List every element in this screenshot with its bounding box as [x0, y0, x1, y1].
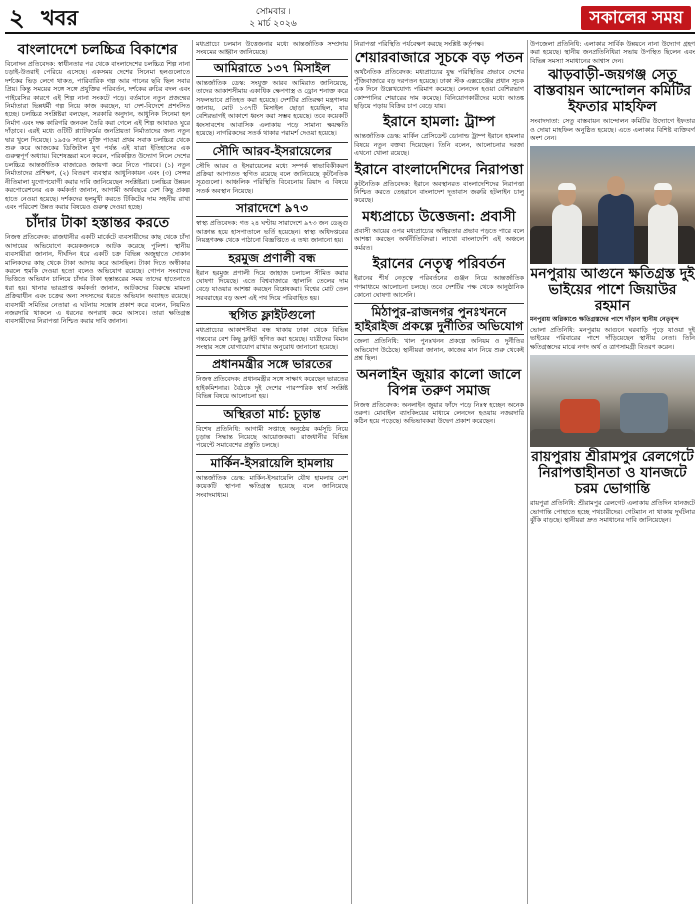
article-body: ইরানের শীর্ষ নেতৃত্বে পরিবর্তনের গুঞ্জন নিয়ে আন্তর্জাতিক গণমাধ্যমে আলোচনা চলছে। তবে দেশটির পক্ষ থেকে আনুষ্ঠানিক কোনো ঘোষণা আসেনি। [354, 274, 524, 299]
headline: ইরানের নেতৃত্ব পরিবর্তন [372, 256, 506, 273]
news-photo-street [530, 355, 695, 447]
column-4 [530, 40, 695, 904]
article-body: উপজেলা প্রতিনিধি: এলাকার সার্বিক উন্নয়নে নানা উদ্যোগ গ্রহণ করা হয়েছে। স্থানীয় জনপ্রতিনিধিরা সভায় উপস্থিত ছিলেন এবং বিভিন্ন সমস্যা সমাধানের আশ্বাস দেন। [530, 40, 695, 65]
headline: অস্থিরতা মার্চ: চূড়ান্ত [196, 405, 348, 423]
column-2 [196, 40, 348, 904]
article-body: বিনোদন প্রতিবেদক: স্বাধীনতার পর থেকে বাংলাদেশের চলচ্চিত্র শিল্প নানা চড়াই-উতরাই পেরিয়ে এসেছে। একসময় দেশের সিনেমা হলগুলোতে দর্শকের ভিড় লেগে থাকত, পারিবারিক গল্প আর গানের ছবি ছিল সবার প্রিয়। কিন্তু সময়ের সঙ্গে সঙ্গে প্রযুক্তির পরিবর্তন, দর্শকের রুচির বদল এবং পাইরেসির কারণে এই শিল্প নানা সংকটে পড়ে। বর্তমানে নতুন প্রজন্মের নির্মাতারা ভিন্নধর্মী গল্প নিয়ে কাজ করছেন, যা দেশ-বিদেশে প্রশংসিত হচ্ছে। চলচ্চিত্র সংশ্লিষ্টরা বলছেন, সরকারি অনুদান, আধুনিক সিনেমা হল নির্মাণ এবং দক্ষ কারিগরি জনবল তৈরি করা গেলে এই শিল্প আবারও ঘুরে দাঁড়াবে। এরই মধ্যে ওটিটি প্ল্যাটফর্মের জনপ্রিয়তা নির্মাতাদের জন্য নতুন দ্বার খুলে দিয়েছে। ১৯৫৬ সালে মুক্তি পাওয়া প্রথম সবাক চলচ্চিত্র থেকে শুরু করে আজকের ডিজিটাল যুগ পর্যন্ত এই যাত্রা ইতিহাসের এক গুরুত্বপূর্ণ অধ্যায়। বিশেষজ্ঞরা মনে করেন, পরিকল্পিত উদ্যোগ নিলে দেশের চলচ্চিত্র আন্তর্জাতিক বাজারেও জায়গা করে নিতে পারবে। (১) নতুন নির্মাতাদের প্রশিক্ষণ, (২) বিতরণ ব্যবস্থার আধুনিকায়ন এবং (৩) সেন্সর নীতিমালা যুগোপযোগী করার দাবি জানিয়েছেন সংশ্লিষ্টরা। চলচ্চিত্র উন্নয়ন করপোরেশনের এক কর্মকর্তা জানান, আগামী অর্থবছরে বেশ কিছু প্রকল্প হাতে নেওয়া হয়েছে। দর্শকদের হলমুখী করতে টিকিটের দাম সহনীয় রাখা এবং পরিবেশ উন্নত করার বিষয়েও গুরুত্ব দেওয়া হচ্ছে। [5, 60, 190, 211]
story-flights [196, 306, 348, 351]
vehicle-shape [560, 399, 600, 433]
article-body: মধ্যপ্রাচ্যে চলমান উত্তেজনার মধ্যে আন্তর্জাতিক সম্প্রদায় সংযমের আহ্বান জানিয়েছে। [196, 40, 348, 57]
column-divider [192, 40, 193, 904]
headline: অনলাইন জুয়ার কালো জালে বিপন্ন তরুণ সমাজ [356, 366, 522, 399]
masthead [5, 4, 695, 34]
headline: হরমুজ প্রণালী বন্ধ [196, 249, 348, 267]
news-photo-crowd [530, 146, 695, 264]
story-us-israel-attack [196, 454, 348, 499]
article-body: নিজস্ব প্রতিবেদক: অনলাইন জুয়ার ফাঁদে পড়ে নিঃস্ব হচ্ছেন অনেক তরুণ। মোবাইল ব্যাংকিংয়ের মাধ্যমে লেনদেন হওয়ায় নজরদারি কঠিন হয়ে পড়েছে। অভিভাবকরা উদ্বেগ প্রকাশ করেছেন। [354, 400, 524, 426]
headline: সৌদি আরব-ইসরায়েলের [196, 142, 348, 160]
dateline [223, 6, 323, 30]
headline: রায়পুরায় শ্রীরামপুর রেলগেটে নিরাপত্তাহীনতা ও যানজটে চরম ভোগান্তি [531, 449, 694, 498]
vehicle-shape [620, 393, 668, 433]
weekday: সোমবার ৷ [255, 7, 291, 17]
article-body: নিজস্ব প্রতিবেদক: প্রধানমন্ত্রীর সঙ্গে সাক্ষাৎ করেছেন ভারতের হাইকমিশনার। বৈঠকে দুই দেশের পারস্পরিক স্বার্থ সংশ্লিষ্ট বিভিন্ন বিষয়ে আলোচনা হয়। [196, 375, 348, 401]
road-surface [530, 429, 695, 447]
story-bangladeshis-iran [354, 162, 524, 205]
article-body: মধ্যপ্রাচ্যের আকাশসীমা বন্ধ থাকায় ঢাকা থেকে বিভিন্ন গন্তব্যের বেশ কিছু ফ্লাইট স্থগিত করা হয়েছে। যাত্রীদের বিমান সংস্থার সঙ্গে যোগাযোগ রাখার অনুরোধ জানানো হয়েছে। [196, 326, 348, 351]
article-body: সৌদি আরব ও ইসরায়েলের মধ্যে সম্পর্ক স্বাভাবিকীকরণ প্রক্রিয়া আপাতত স্থগিত রয়েছে বলে জানিয়েছে কূটনৈতিক সূত্রগুলো। আঞ্চলিক পরিস্থিতি বিবেচনায় রিয়াদ এ বিষয়ে সতর্ক অবস্থান নিয়েছে। [196, 161, 348, 195]
headline: স্থগিত ফ্লাইটগুলো [196, 306, 348, 324]
page-number: ২ [9, 3, 25, 32]
headline: মার্কিন-ইসরায়েলি হামলায় [196, 454, 348, 472]
article-body: রায়পুরা প্রতিনিধি: শ্রীরামপুর রেলগেট এলাকায় প্রতিদিন যানজটে ভোগান্তি পোহাতে হচ্ছে পথচারীদের। গেটম্যান না থাকায় দুর্ঘটনার ঝুঁকি বাড়ছে। স্থানীয়রা দ্রুত সমাধানের দাবি জানিয়েছেন। [530, 499, 695, 525]
prayer-cap [654, 183, 672, 190]
article-body: আন্তর্জাতিক ডেস্ক: মার্কিন প্রেসিডেন্ট ডোনাল্ড ট্রাম্প ইরানে হামলার বিষয়ে নতুন বক্তব্য দিয়েছেন। তিনি বলেন, আলোচনার দরজা এখনো খোলা রয়েছে। [354, 132, 524, 158]
story-dengue [196, 199, 348, 244]
section-title: খবর [41, 5, 79, 30]
story-bridge-iftar [530, 67, 695, 142]
column-divider [527, 40, 528, 904]
story-saudi-israel [196, 142, 348, 196]
person-figure [648, 204, 678, 264]
article-body: ইরান হরমুজ প্রণালী দিয়ে জাহাজ চলাচল সীমিত করার ঘোষণা দিয়েছে। এতে বিশ্ববাজারে জ্বালানি তেলের দাম বেড়ে যাওয়ার আশঙ্কা করছেন বিশ্লেষকরা। বিশ্বের মোট তেল সরবরাহের বড় অংশ এই পথ দিয়ে পরিবাহিত হয়। [196, 268, 348, 302]
headline: শেয়ারবাজারে সূচকে বড় পতন [354, 50, 524, 67]
article-body: সংবাদদাতা: সেতু বাস্তবায়ন আন্দোলন কমিটির উদ্যোগে ইফতার ও দোয়া মাহফিল অনুষ্ঠিত হয়েছে। এতে এলাকার বিশিষ্ট ব্যক্তিবর্গ অংশ নেন। [530, 117, 695, 143]
headline: মধ্যপ্রাচ্যে উত্তেজনা: প্রবাসী [362, 208, 516, 225]
person-head [607, 176, 625, 196]
extortion-story [5, 215, 190, 325]
story-rail-gate [530, 449, 695, 524]
headline: ঝাড়বাড়ী-জয়গঞ্জ সেতু বাস্তবায়ন আন্দোলন কমিটির ইফতার মাহফিল [533, 67, 692, 116]
headline: চাঁদার টাকা হস্তান্তর করতে [25, 215, 170, 232]
headline: ইরানে বাংলাদেশিদের নিরাপত্তা [354, 161, 524, 178]
prayer-cap [558, 183, 576, 190]
article-body: নিরাপত্তা পরিস্থিতি পর্যবেক্ষণ করছে সংশ্লিষ্ট কর্তৃপক্ষ। [354, 40, 484, 48]
person-figure [552, 204, 582, 264]
column-1 [5, 40, 190, 904]
story-trump-iran [354, 114, 524, 157]
date: ২ মার্চ ২০২৬ [249, 19, 297, 29]
article-body: প্রবাসী আয়ের ওপর মধ্যপ্রাচ্যের অস্থিরতার প্রভাব পড়তে পারে বলে আশঙ্কা করছেন অর্থনীতিবিদরা। লাখো বাংলাদেশি এই অঞ্চলে কর্মরত। [354, 226, 524, 252]
article-body: আন্তর্জাতিক ডেস্ক: মার্কিন-ইসরায়েলি যৌথ হামলায় বেশ কয়েকটি স্থাপনা ক্ষতিগ্রস্ত হয়েছে বলে জানিয়েছে সংবাদমাধ্যম। [196, 473, 348, 499]
story-stock-market [354, 50, 524, 110]
story-fire-brothers [530, 266, 695, 351]
headline: আমিরাতে ১৩৭ মিসাইল [196, 59, 348, 77]
article-body: জেলা প্রতিনিধি: খাল পুনঃখনন প্রকল্পে অনিয়ম ও দুর্নীতির অভিযোগ উঠেছে। স্থানীয়রা জানান, কাজের মান নিয়ে শুরু থেকেই প্রশ্ন ছিল। [354, 337, 524, 363]
story-pm-india [196, 355, 348, 400]
photo-caption: মনপুরায় অগ্নিকাণ্ডে ক্ষতিগ্রস্তদের পাশে দাঁড়ান স্থানীয় নেতৃবৃন্দ [530, 316, 679, 324]
headline: প্রধানমন্ত্রীর সঙ্গে ভারতের [196, 355, 348, 373]
story-iran-leadership [354, 256, 524, 299]
story-expatriates [354, 209, 524, 252]
headline: বাংলাদেশে চলচ্চিত্র বিকাশের [17, 42, 178, 58]
article-body: অর্থনৈতিক প্রতিবেদক: মধ্যপ্রাচ্যের যুদ্ধ পরিস্থিতির প্রভাবে দেশের পুঁজিবাজারে বড় দরপতন হয়েছে। ঢাকা স্টক এক্সচেঞ্জের প্রধান সূচক এক দিনে উল্লেখযোগ্য পরিমাণ কমেছে। লেনদেন হওয়া বেশিরভাগ কোম্পানির শেয়ারের দাম কমেছে। বিনিয়োগকারীদের মধ্যে আতঙ্ক ছড়িয়ে পড়ায় বিক্রির চাপ বেড়ে যায়। [354, 68, 524, 111]
column-divider [351, 40, 352, 904]
headline: ইরানে হামলা: ট্রাম্প [383, 114, 495, 131]
film-industry-story [5, 42, 190, 211]
story-canal-corruption [354, 303, 524, 362]
story-march [196, 405, 348, 450]
person-figure [598, 194, 634, 264]
story-hormuz [196, 249, 348, 303]
headline: মিঠাপুর-রাজনগর পুনঃখননে হাইরাইজ প্রকল্পে দুর্নীতির অভিযোগ [354, 305, 524, 334]
article-body: স্বাস্থ্য প্রতিবেদক: গত ২৪ ঘণ্টায় সারাদেশে ৯৭৩ জন ডেঙ্গু আক্রান্ত হয়ে হাসপাতালে ভর্তি হয়েছেন। স্বাস্থ্য অধিদপ্তরের নিয়ন্ত্রণকক্ষ থেকে পাঠানো বিজ্ঞপ্তিতে এ তথ্য জানানো হয়। [196, 219, 348, 245]
story-online-gambling [354, 367, 524, 426]
column-3 [354, 40, 524, 904]
article-body: আন্তর্জাতিক ডেস্ক: সংযুক্ত আরব আমিরাত জানিয়েছে, তাদের আকাশসীমায় একাধিক ক্ষেপণাস্ত্র ও ড্রোন শনাক্ত করে সফলভাবে প্রতিহত করা হয়েছে। দেশটির প্রতিরক্ষা মন্ত্রণালয় জানায়, মোট ১৩৭টি মিসাইল ছোড়া হয়েছিল, যার বেশিরভাগই আকাশে ধ্বংস করা সম্ভব হয়েছে। তবে কয়েকটি ধ্বংসাবশেষ আবাসিক এলাকায় পড়ে সামান্য ক্ষয়ক্ষতি হয়েছে। নাগরিকদের সতর্ক থাকার পরামর্শ দেওয়া হয়েছে। [196, 78, 348, 138]
article-body: ভোলা প্রতিনিধি: মনপুরায় আগুনে ঘরবাড়ি পুড়ে যাওয়া দুই ভাইয়ের পরিবারের পাশে দাঁড়িয়েছেন স্থানীয় নেতা। তিনি ক্ষতিগ্রস্তদের মাঝে নগদ অর্থ ও ত্রাণসামগ্রী বিতরণ করেন। [530, 326, 695, 351]
story-uae-missiles [196, 59, 348, 138]
headline: সারাদেশে ৯৭৩ [196, 199, 348, 217]
article-body: নিজস্ব প্রতিবেদক: রাজধানীর একটি মার্কেটে ব্যবসায়ীদের কাছ থেকে চাঁদা আদায়ের অভিযোগে কয়েকজনকে আটক করেছে পুলিশ। স্থানীয় ব্যবসায়ীরা জানান, দীর্ঘদিন ধরে একটি চক্র বিভিন্ন অজুহাতে দোকান মালিকদের কাছ থেকে টাকা আদায় করে আসছিল। টাকা দিতে অস্বীকার করলে হুমকি দেওয়া হতো বলেও অভিযোগ রয়েছে। গোপন সংবাদের ভিত্তিতে অভিযান চালিয়ে চাঁদার টাকা হস্তান্তরের সময় তাদের হাতেনাতে ধরা হয়। থানার ভারপ্রাপ্ত কর্মকর্তা জানান, আটকদের বিরুদ্ধে মামলা প্রক্রিয়াধীন এবং চক্রের অন্য সদস্যদের ধরতে অভিযান অব্যাহত রয়েছে। ব্যবসায়ী সমিতির নেতারা এ ঘটনায় সন্তোষ প্রকাশ করে বলেন, নিয়মিত নজরদারি থাকলে এ ধরনের অপরাধ কমে আসবে। তারা ক্ষতিগ্রস্ত ব্যবসায়ীদের নিরাপত্তা নিশ্চিত করার দাবি জানান। [5, 233, 190, 326]
article-body: কূটনৈতিক প্রতিবেদক: ইরানে অবস্থানরত বাংলাদেশিদের নিরাপত্তা নিশ্চিত করতে তেহরানে বাংলাদেশ দূতাবাস জরুরি হটলাইন চালু করেছে। [354, 179, 524, 205]
article-body: বিশেষ প্রতিনিধি: আগামী সপ্তাহে অনুষ্ঠেয় কর্মসূচি নিয়ে চূড়ান্ত সিদ্ধান্ত নিয়েছে আয়োজকরা। রাজধানীর বিভিন্ন পয়েন্টে সমাবেশের প্রস্তুতি চলছে। [196, 424, 348, 450]
headline: মনপুরায় আগুনে ক্ষতিগ্রস্ত দুই ভাইয়ের পাশে জিয়াউর রহমান [530, 266, 695, 315]
newspaper-logo: সকালের সময় [581, 6, 691, 30]
